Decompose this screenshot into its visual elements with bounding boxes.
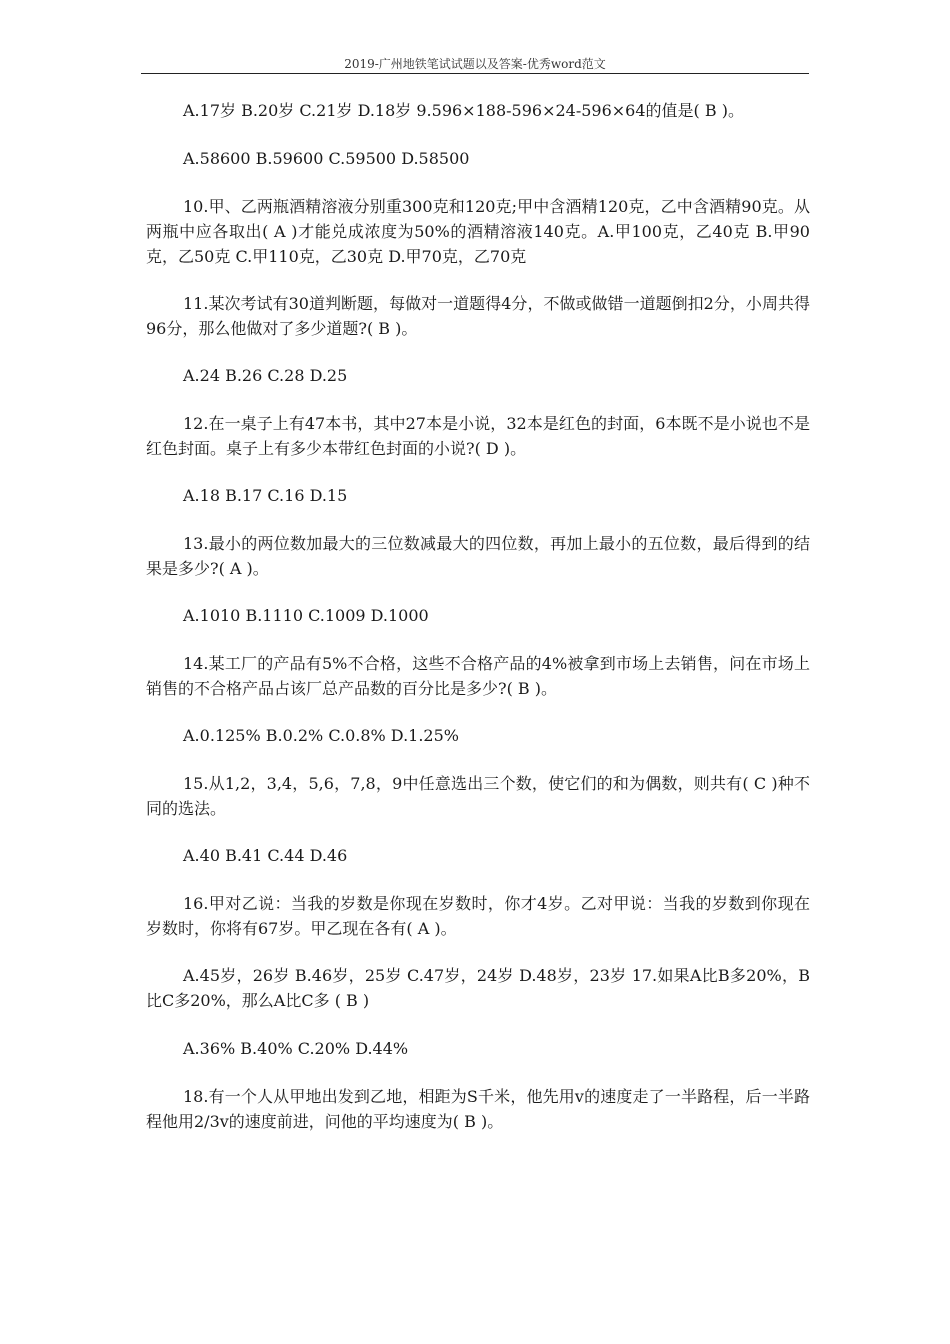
question-10: 10.甲、乙两瓶酒精溶液分别重300克和120克;甲中含酒精120克，乙中含酒精90克。从两瓶中应各取出( A )才能兑成浓度为50%的酒精溶液140克。A.甲100克，乙40克 B.甲90克，乙50克 C.甲110克，乙30克 D.甲70克，乙70克 xyxy=(146,197,810,266)
question-options: A.24 B.26 C.28 D.25 xyxy=(183,366,348,385)
question-options: A.1010 B.1110 C.1009 D.1000 xyxy=(183,606,429,625)
question-18: 18.有一个人从甲地出发到乙地，相距为S千米，他先用v的速度走了一半路程，后一半路程他用2/3v的速度前进，问他的平均速度为( B )。 xyxy=(146,1087,810,1131)
question-14: 14.某工厂的产品有5%不合格，这些不合格产品的4%被拿到市场上去销售，问在市场上销售的不合格产品占该厂总产品数的百分比是多少?( B )。 xyxy=(146,654,810,698)
document-body xyxy=(146,98,810,1156)
question-options: A.58600 B.59600 C.59500 D.58500 xyxy=(183,149,470,168)
page-header: 2019-广州地铁笔试试题以及答案-优秀word范文 xyxy=(141,55,809,74)
question-16: 16.甲对乙说：当我的岁数是你现在岁数时，你才4岁。乙对甲说：当我的岁数到你现在岁数时，你将有67岁。甲乙现在各有( A )。 xyxy=(146,894,810,938)
question-11: 11.某次考试有30道判断题，每做对一道题得4分，不做或做错一道题倒扣2分，小周共得96分，那么他做对了多少道题?( B )。 xyxy=(146,294,810,338)
question-options: A.36% B.40% C.20% D.44% xyxy=(183,1039,409,1058)
question-options: A.18 B.17 C.16 D.15 xyxy=(183,486,348,505)
question-options: A.40 B.41 C.44 D.46 xyxy=(183,846,348,865)
question-13: 13.最小的两位数加最大的三位数减最大的四位数，再加上最小的五位数，最后得到的结果是多少?( A )。 xyxy=(146,534,810,578)
question-options: A.0.125% B.0.2% C.0.8% D.1.25% xyxy=(183,726,459,745)
question-options: A.45岁，26岁 B.46岁，25岁 C.47岁，24岁 D.48岁，23岁 17.如果A比B多20%，B比C多20%，那么A比C多 ( B ) xyxy=(146,966,810,1010)
question-options: A.17岁 B.20岁 C.21岁 D.18岁 9.596×188-596×24-596×64的值是( B )。 xyxy=(183,101,744,120)
question-15: 15.从1,2，3,4，5,6，7,8，9中任意选出三个数，使它们的和为偶数，则共有( C )种不同的选法。 xyxy=(146,774,810,818)
question-12: 12.在一桌子上有47本书，其中27本是小说，32本是红色的封面，6本既不是小说也不是红色封面。桌子上有多少本带红色封面的小说?( D )。 xyxy=(146,414,810,458)
